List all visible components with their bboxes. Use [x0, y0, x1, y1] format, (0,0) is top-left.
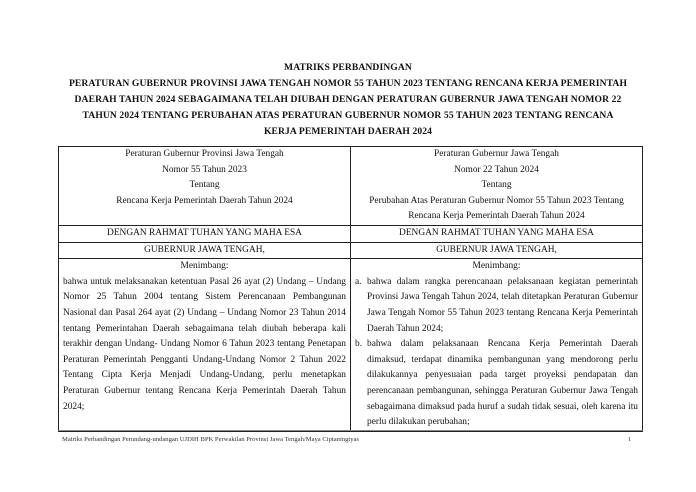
- title-heading: MATRIKS PERBANDINGAN: [284, 62, 412, 73]
- page-number: 1: [628, 436, 632, 443]
- left-header-line: Tentang: [189, 180, 220, 191]
- right-menimbang-cell: [351, 259, 643, 432]
- title-line: KERJA PEMERINTAH DAERAH 2024: [263, 126, 433, 137]
- list-marker: a.: [355, 276, 362, 287]
- menimbang-row: [59, 259, 643, 432]
- list-item: [355, 275, 638, 337]
- right-rahmat-cell: DENGAN RAHMAT TUHAN YANG MAHA ESA: [351, 225, 643, 242]
- left-header-line: Rencana Kerja Pemerintah Daerah Tahun 2024: [116, 195, 293, 206]
- right-header-line: Rencana Kerja Pemerintah Daerah Tahun 2024: [408, 211, 585, 222]
- right-header-cell: [351, 147, 643, 226]
- left-header-line: Peraturan Gubernur Provinsi Jawa Tengah: [125, 149, 284, 159]
- list-item-text: bahwa dalam rangka perencanaan pelaksanaan kegiatan pemerintah Provinsi Jawa Tengah Tahun 2024, telah ditetapkan Peraturan Gubernur Jawa Tengah Nomor 55 Tahun 2023 tentang Rencana Kerja Pemerintah Daerah Tahun 2024;: [367, 276, 638, 334]
- left-rahmat-cell: DENGAN RAHMAT TUHAN YANG MAHA ESA: [59, 225, 351, 242]
- title-line: TAHUN 2024 TENTANG PERUBAHAN ATAS PERATURAN GUBERNUR NOMOR 55 TAHUN 2023 TENTANG RENCANA: [82, 110, 614, 121]
- right-header-line: Nomor 22 Tahun 2024: [454, 164, 539, 175]
- left-menimbang-cell: [59, 259, 351, 432]
- right-header-line: Peraturan Gubernur Jawa Tengah: [434, 149, 559, 159]
- right-header-line: Tentang: [481, 180, 512, 191]
- left-menimbang-label: Menimbang:: [180, 261, 229, 272]
- left-menimbang-text: bahwa untuk melaksanakan ketentuan Pasal 26 ayat (2) Undang – Undang Nomor 25 Tahun 2004 tentang Sistem Perencanaan Pembangunan Nasional dan Pasal 264 ayat (2) Undang – Undang Nomor 23 Tahun 2014 tentang Pemerintahan Daerah sebagaimana telah diubah beberapa kali terakhir dengan Undang- Undang Nomor 6 Tahun 2023 tentang Penetapan Peraturan Pemerintah Pengganti Undang-Undang Nomor 2 Tahun 2022 Tentang Cipta Kerja Menjadi Undang-Undang, perlu menetapkan Peraturan Gubernur tentang Rencana Kerja Pemerintah Daerah Tahun 2024;: [63, 276, 346, 412]
- rahmat-row: [59, 225, 643, 242]
- comparison-table: [58, 146, 643, 432]
- title-line: DAERAH TAHUN 2024 SEBAGAIMANA TELAH DIUBAH DENGAN PERATURAN GUBERNUR JAWA TENGAH NOMOR 22: [74, 94, 622, 105]
- left-gubernur-cell: GUBERNUR JAWA TENGAH,: [59, 242, 351, 259]
- header-row: [59, 147, 643, 226]
- left-header-cell: [59, 147, 351, 226]
- left-header-line: Nomor 55 Tahun 2023: [162, 164, 247, 175]
- right-header-line: Perubahan Atas Peraturan Gubernur Nomor 55 Tahun 2023 Tentang: [369, 195, 624, 206]
- footer-text: Matriks Perbandingan Perundang-undangan UJDIH BPK Perwakilan Provinsi Jawa Tengah/Maya Ciptaningtyas: [62, 436, 360, 443]
- right-gubernur-cell: GUBERNUR JAWA TENGAH,: [351, 242, 643, 259]
- footer-divider: [58, 430, 643, 431]
- list-marker: b.: [355, 339, 363, 350]
- title-line: PERATURAN GUBERNUR PROVINSI JAWA TENGAH NOMOR 55 TAHUN 2023 TENTANG RENCANA KERJA PEMERINTAH: [68, 78, 628, 89]
- list-item: [355, 337, 638, 431]
- list-item-text: bahwa dalam pelaksanaan Rencana Kerja Pemerintah Daerah dimaksud, terdapat dinamika pembangunan yang mendorong perlu dilakukannya penyesuaian pada target proyeksi pendapatan dan perencanaan pembangunan, sehingga Peraturan Gubernur Jawa Tengah sebagaimana dimaksud pada huruf a sudah tidak sesuai, oleh karena itu perlu dilakukan perubahan;: [367, 339, 638, 428]
- gubernur-row: [59, 242, 643, 259]
- document-title: [40, 60, 656, 140]
- right-menimbang-label: Menimbang:: [472, 261, 521, 272]
